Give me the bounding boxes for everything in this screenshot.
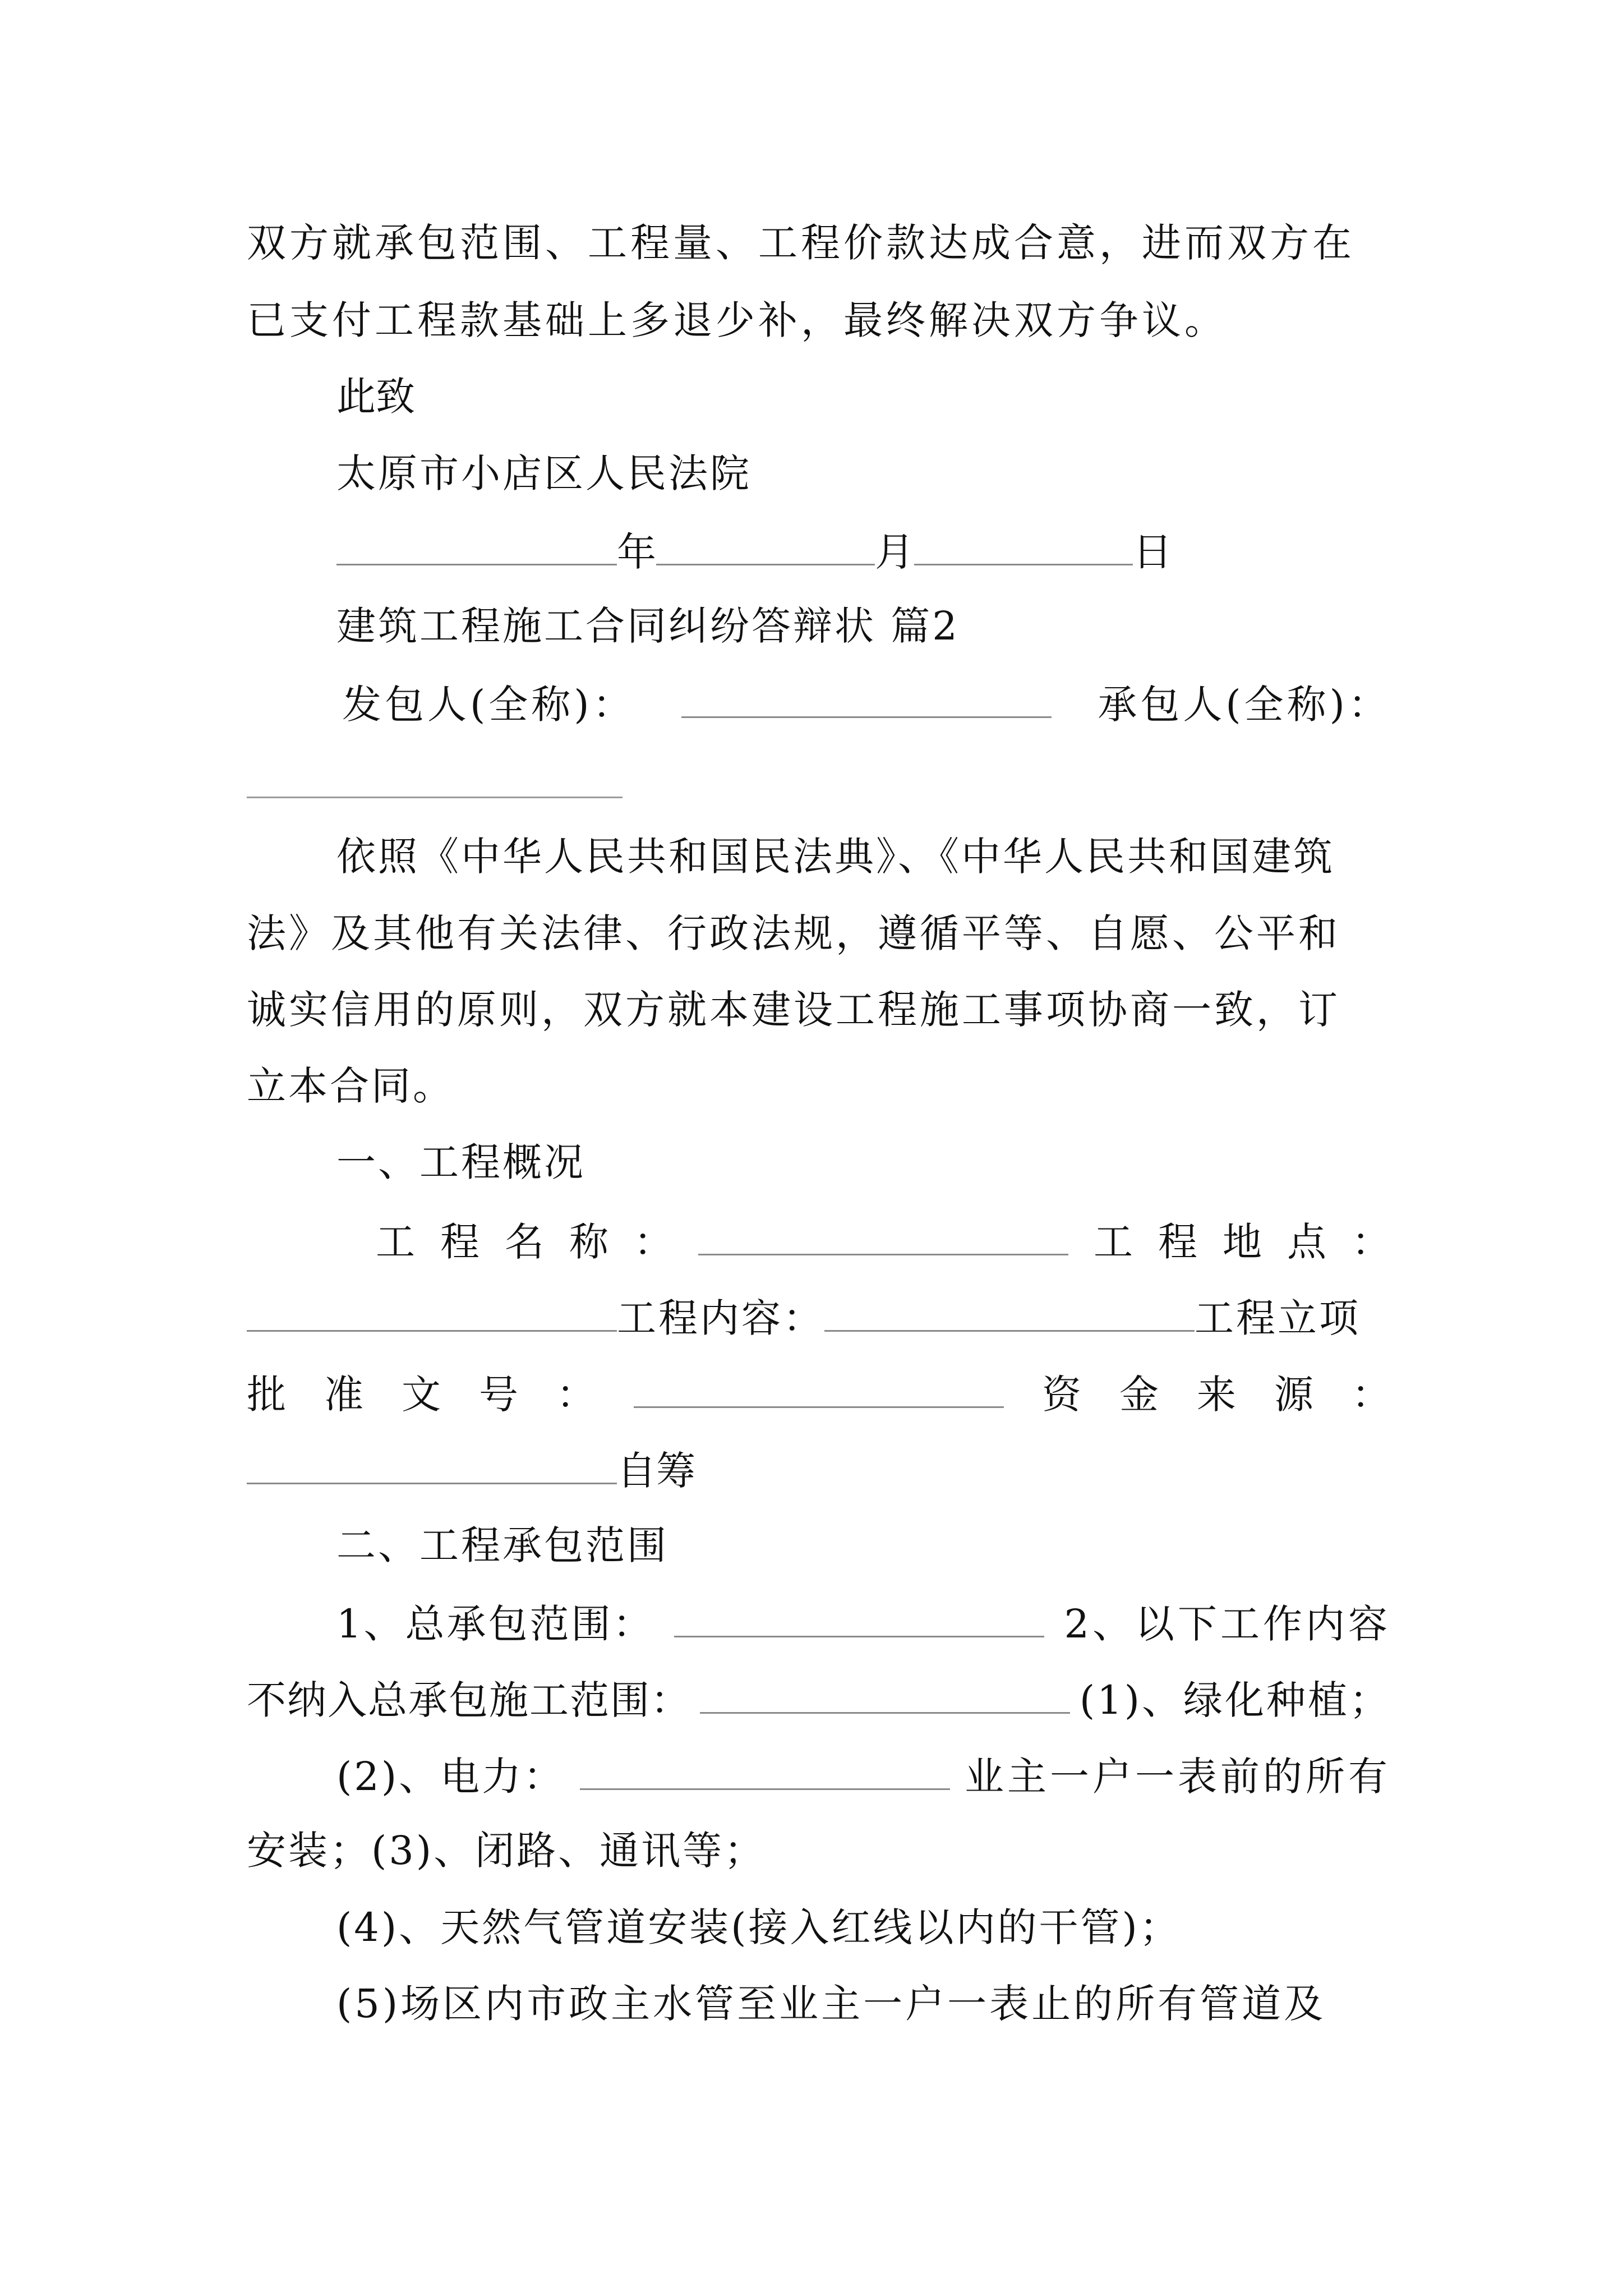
content-label: 工程内容： [617, 1295, 824, 1341]
approval-char: ： [556, 1372, 596, 1418]
year-blank [336, 524, 617, 565]
contractor-label: 承包人(全称)： [1098, 682, 1391, 728]
contractor-blank [247, 797, 623, 798]
approval-label-tail: 工程立项 [1195, 1295, 1361, 1341]
funding-value: 自筹 [617, 1448, 695, 1494]
text: 诚实信用的原则，双方就本建设工程施工事项协商一致，订 [247, 987, 1340, 1033]
project-location-blank [247, 1291, 617, 1332]
text: 一、工程概况 [336, 1139, 585, 1185]
employer-label: 发包人(全称)： [342, 682, 635, 728]
scope-blank [674, 1596, 1044, 1637]
excluded-label: 不纳入总承包施工范围： [247, 1677, 691, 1723]
day-label: 日 [1133, 529, 1172, 575]
name-char: 名 [505, 1219, 544, 1265]
project-content-blank [824, 1291, 1195, 1332]
excluded-item-3: 安装；(3)、闭路、通讯等； [247, 1828, 766, 1874]
funding-char: 来 [1197, 1372, 1236, 1418]
text: 法》及其他有关法律、行政法规，遵循平等、自愿、公平和 [247, 910, 1340, 956]
item2-label: 2、以下工作内容 [1064, 1601, 1391, 1647]
day-blank [914, 524, 1133, 565]
approval-char: 文 [402, 1372, 441, 1418]
scope-line-5 [336, 1902, 1391, 1953]
overview-line-1 [376, 1214, 1391, 1267]
employer-blank [681, 677, 1052, 718]
funding-char: ： [1352, 1372, 1391, 1418]
section-title [336, 601, 1391, 651]
location-char: 工 [1094, 1219, 1133, 1265]
excluded-item-2-label: (2)、电力： [336, 1754, 565, 1800]
item1-label: 1、总承包范围： [336, 1601, 654, 1647]
scope-line-3 [336, 1749, 1391, 1802]
name-char: ： [634, 1219, 673, 1265]
month-label: 月 [875, 529, 914, 575]
overview-line-3 [247, 1367, 1391, 1420]
text: 二、工程承包范围 [336, 1522, 668, 1568]
location-char: 点 [1287, 1219, 1326, 1265]
power-blank [580, 1749, 950, 1790]
name-char: 称 [569, 1219, 608, 1265]
scope-line-4 [247, 1825, 1391, 1876]
scope-line-6 [336, 1978, 1391, 2029]
excluded-item-5: (5)场区内市政主水管至业主一户一表止的所有管道及 [336, 1981, 1326, 2027]
paragraph-line [336, 831, 1391, 882]
funding-char: 金 [1119, 1372, 1159, 1418]
funding-char: 源 [1274, 1372, 1313, 1418]
funding-char: 资 [1042, 1372, 1081, 1418]
paragraph-line [247, 218, 1391, 268]
date-line [336, 524, 1391, 577]
text: 双方就承包范围、工程量、工程价款达成合意，进而双方在 [247, 220, 1355, 266]
approval-number-blank [634, 1367, 1004, 1408]
paragraph-line [247, 1061, 1391, 1111]
funding-blank [247, 1443, 617, 1484]
text: 立本合同。 [247, 1063, 454, 1109]
project-name-blank [698, 1214, 1068, 1255]
month-blank [656, 524, 875, 565]
closing-salutation [336, 371, 1391, 422]
text: 此致 [336, 374, 415, 420]
location-char: ： [1352, 1219, 1391, 1265]
year-label: 年 [617, 529, 656, 575]
approval-char: 号 [479, 1372, 518, 1418]
name-char: 程 [440, 1219, 479, 1265]
court-name [336, 448, 1391, 499]
text: 依照《中华人民共和国民法典》、《中华人民共和国建筑 [336, 834, 1335, 880]
text: 已支付工程款基础上多退少补，最终解决双方争议。 [247, 297, 1227, 343]
location-char: 地 [1223, 1219, 1262, 1265]
text: 建筑工程施工合同纠纷答辩状 篇2 [336, 603, 960, 649]
location-char: 程 [1158, 1219, 1197, 1265]
scope-line-2 [247, 1673, 1391, 1726]
paragraph-line [247, 908, 1391, 959]
text: 太原市小店区人民法院 [336, 450, 751, 496]
heading-overview [336, 1137, 1391, 1188]
excluded-item-4: (4)、天然气管道安装(接入红线以内的干管)； [336, 1904, 1181, 1950]
overview-line-4 [247, 1443, 1391, 1496]
approval-char: 批 [247, 1372, 286, 1418]
excluded-blank [700, 1673, 1070, 1714]
paragraph-line [247, 295, 1391, 346]
paragraph-line [247, 984, 1391, 1035]
overview-line-2 [247, 1291, 1391, 1343]
parties-line [342, 677, 1391, 730]
excluded-item-1: (1)、绿化种植； [1079, 1677, 1391, 1723]
scope-line-1 [336, 1596, 1391, 1649]
name-char: 工 [376, 1219, 415, 1265]
approval-char: 准 [324, 1372, 363, 1418]
excluded-item-2-tail: 业主一户一表前的所有 [965, 1754, 1391, 1800]
heading-scope [336, 1520, 1391, 1571]
